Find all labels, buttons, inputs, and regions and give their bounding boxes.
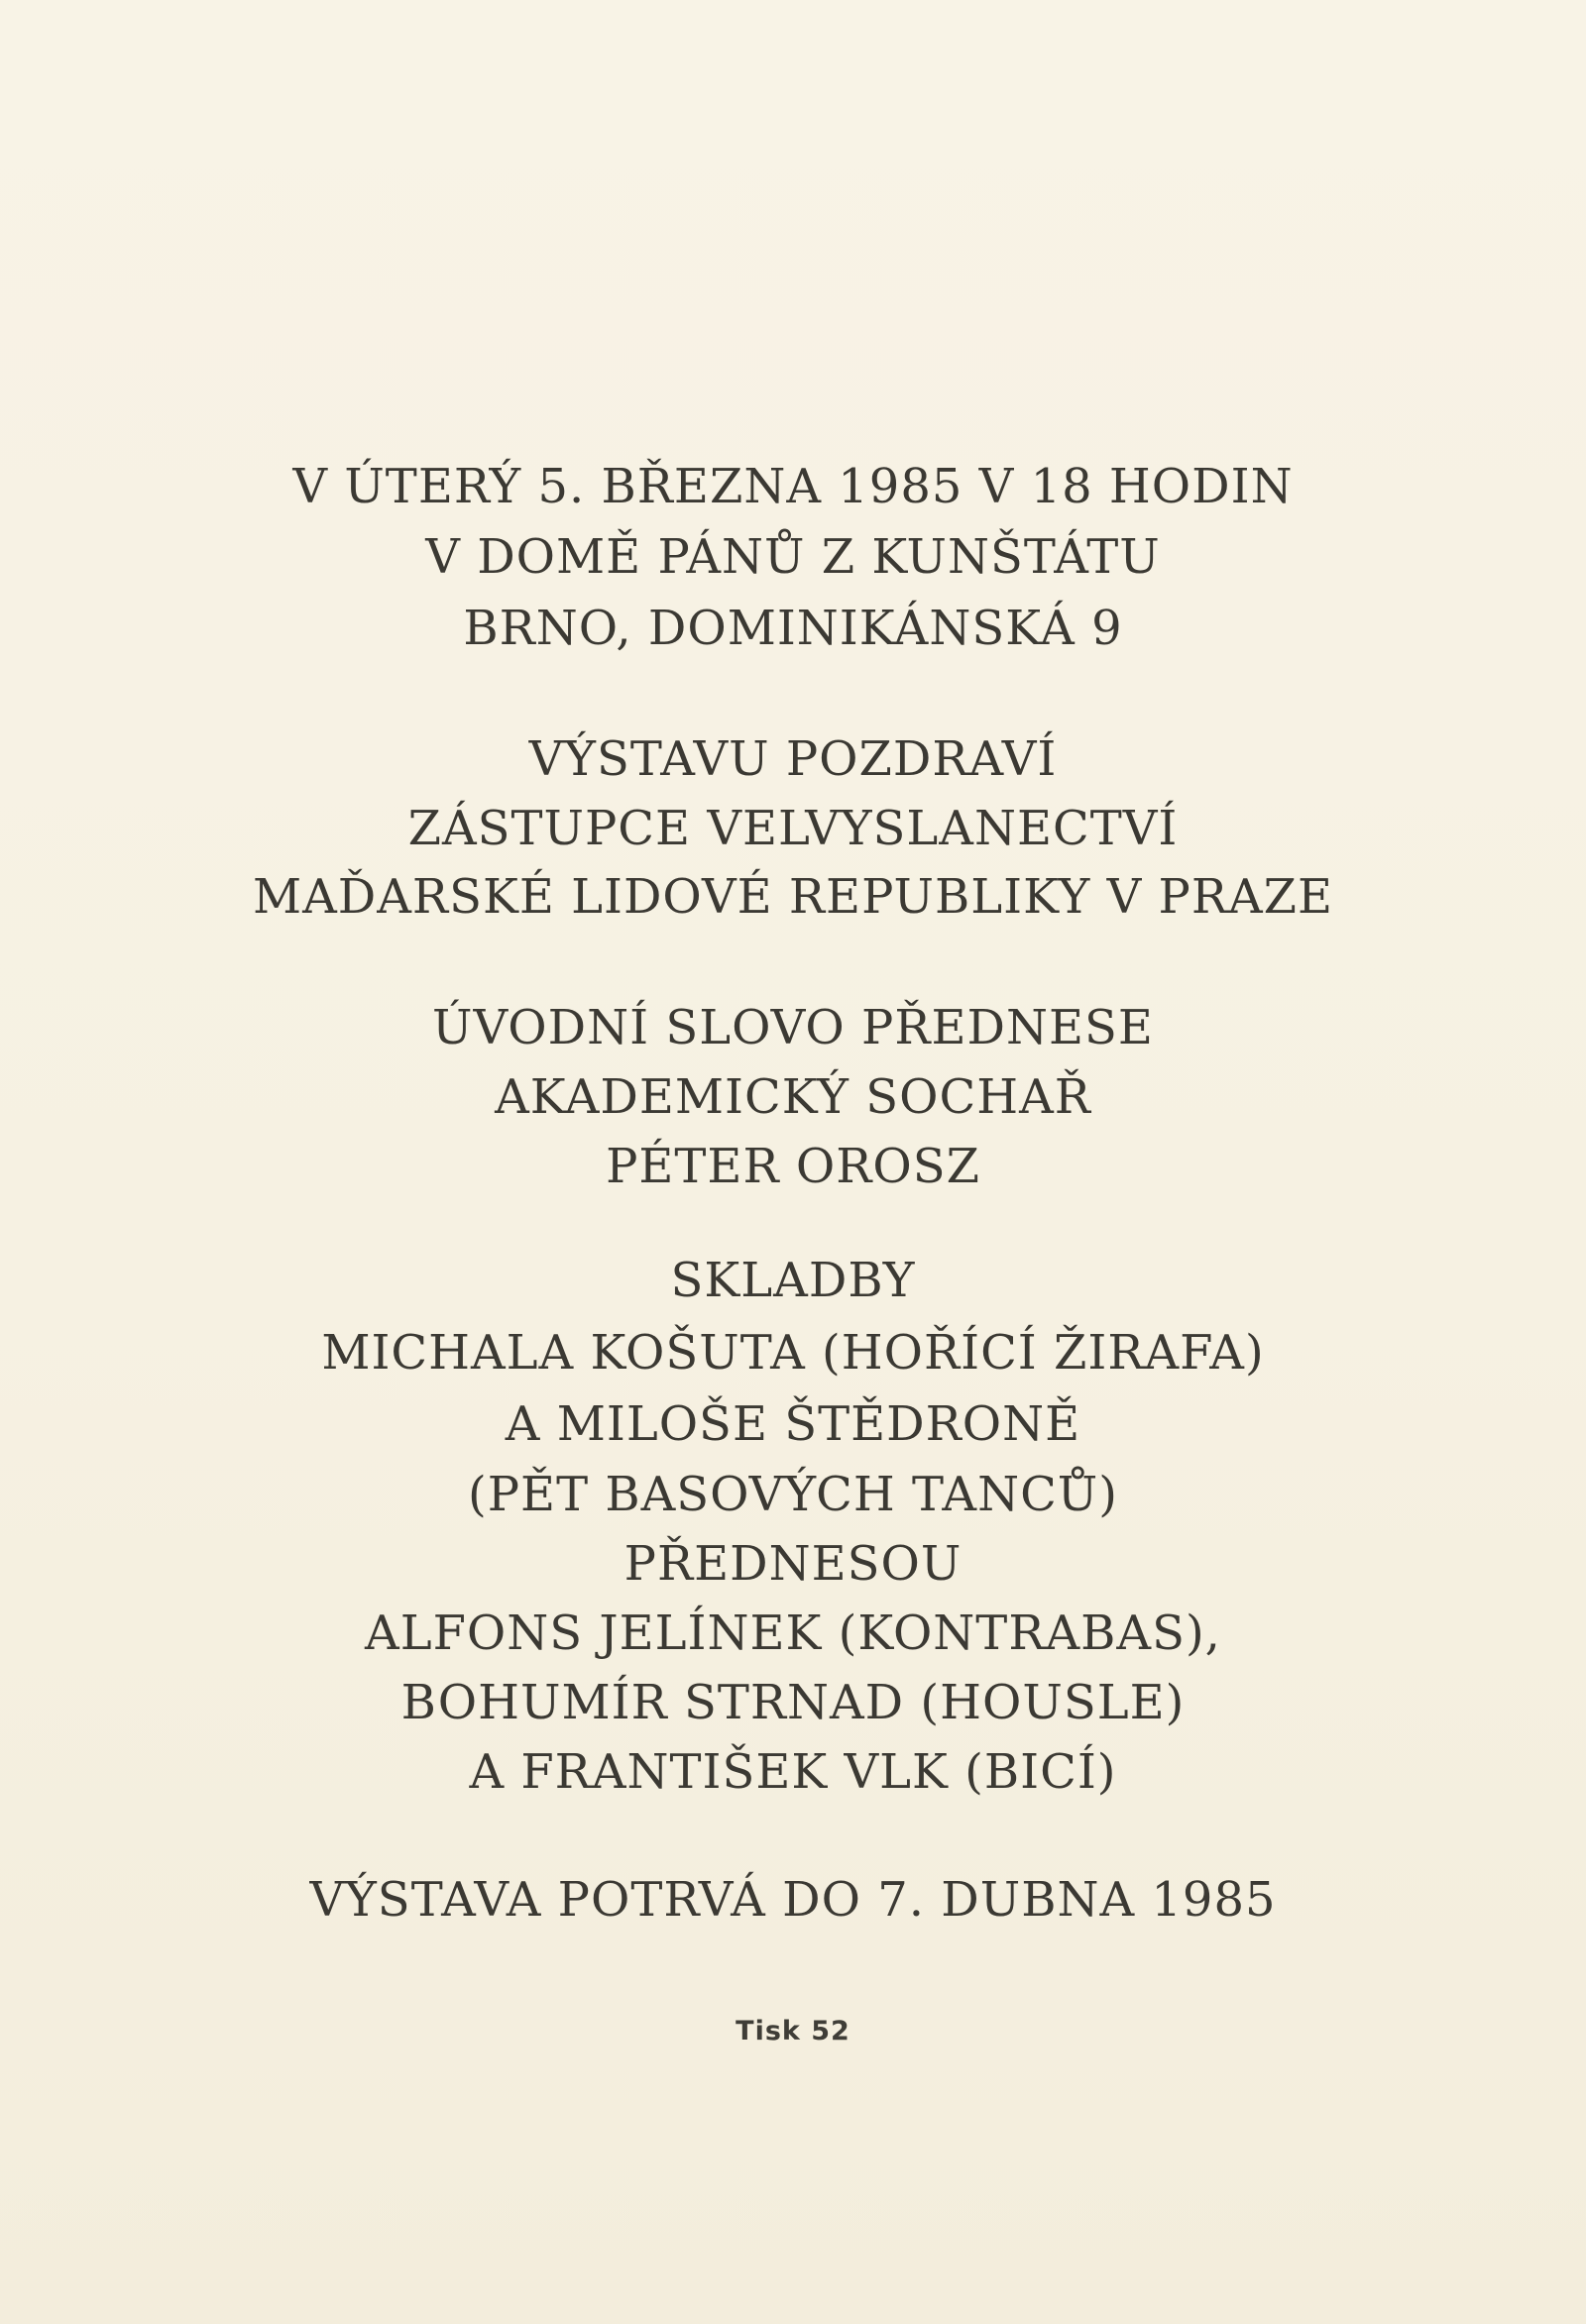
greeting-representative: ZÁSTUPCE VELVYSLANECTVÍ: [407, 801, 1179, 856]
music-composer-1: MICHALA KOŠUTA (HOŘÍCÍ ŽIRAFA): [321, 1325, 1265, 1381]
music-performers-heading: PŘEDNESOU: [623, 1536, 963, 1592]
opening-title: AKADEMICKÝ SOCHAŘ: [495, 1069, 1091, 1125]
print-mark: Tisk 52: [736, 2016, 850, 2047]
music-piece-2: (PĚT BASOVÝCH TANCŮ): [468, 1467, 1118, 1522]
opening-heading: ÚVODNÍ SLOVO PŘEDNESE: [432, 1000, 1154, 1055]
greeting-heading: VÝSTAVU POZDRAVÍ: [528, 731, 1058, 787]
exhibition-duration: VÝSTAVA POTRVÁ DO 7. DUBNA 1985: [309, 1872, 1277, 1928]
music-composer-2: A MILOŠE ŠTĚDRONĚ: [505, 1396, 1081, 1452]
music-performer-3: A FRANTIŠEK VLK (BICÍ): [469, 1744, 1117, 1800]
music-performer-2: BOHUMÍR STRNAD (HOUSLE): [400, 1675, 1186, 1730]
event-address: BRNO, DOMINIKÁNSKÁ 9: [463, 601, 1123, 656]
event-venue: V DOMĚ PÁNŮ Z KUNŠTÁTU: [425, 529, 1161, 585]
opening-speaker: PÉTER OROSZ: [606, 1139, 980, 1194]
music-performer-1: ALFONS JELÍNEK (KONTRABAS),: [365, 1605, 1221, 1661]
music-heading: SKLADBY: [670, 1253, 916, 1308]
greeting-embassy: MAĎARSKÉ LIDOVÉ REPUBLIKY V PRAZE: [252, 869, 1334, 925]
event-date-time: V ÚTERÝ 5. BŘEZNA 1985 V 18 HODIN: [292, 459, 1294, 514]
